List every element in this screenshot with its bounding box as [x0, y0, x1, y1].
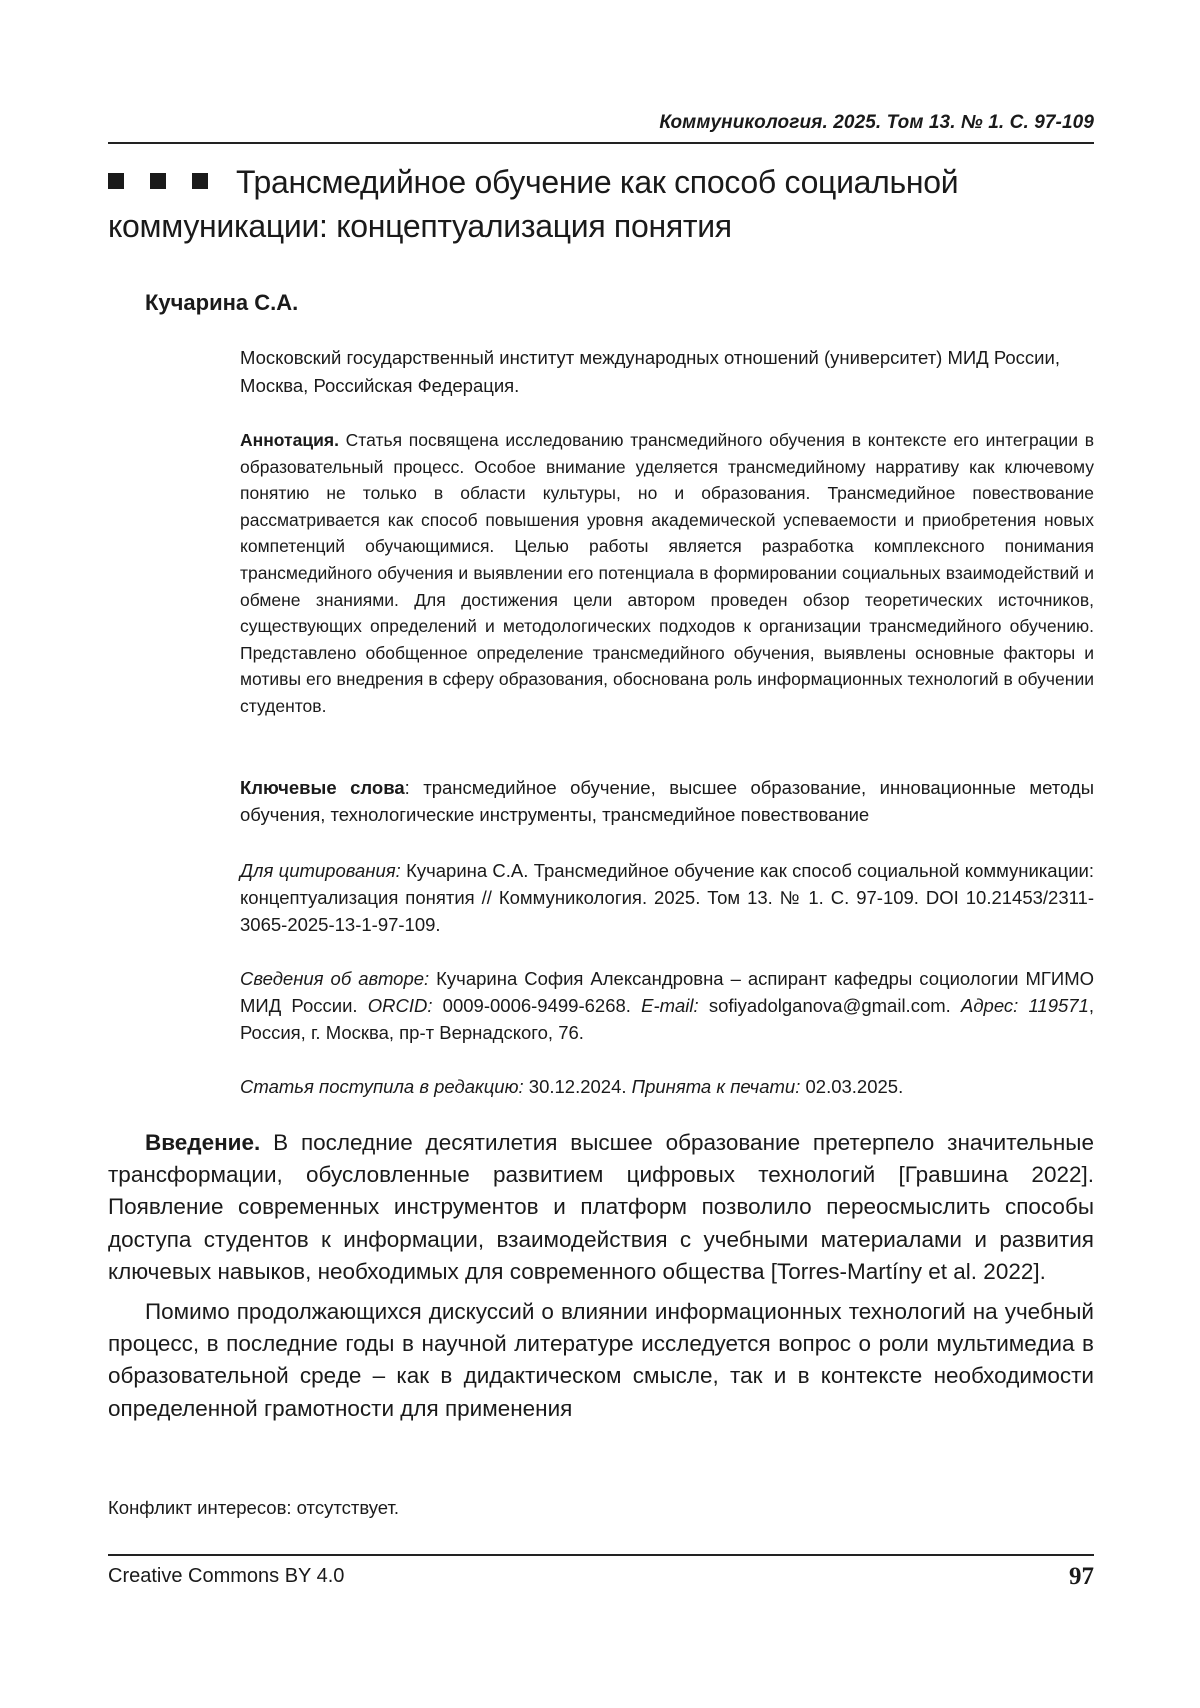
- intro-label: Введение.: [145, 1130, 261, 1155]
- article-dates: [240, 1073, 1094, 1100]
- footer-divider: [108, 1554, 1094, 1556]
- page-number: 97: [1069, 1563, 1094, 1590]
- license: Creative Commons BY 4.0: [108, 1565, 345, 1587]
- author-info: [240, 965, 1094, 1046]
- received-label: Статья поступила в редакцию:: [240, 1076, 524, 1097]
- email-label: E-mail:: [641, 995, 699, 1016]
- header-divider: [108, 142, 1094, 144]
- body-paragraph: [108, 1127, 1094, 1288]
- abstract-label: Аннотация.: [240, 430, 339, 450]
- keywords-label: Ключевые слова: [240, 777, 405, 798]
- abstract: [240, 427, 1094, 720]
- received-date: 30.12.2024.: [523, 1076, 632, 1097]
- square-bullet-icon: [108, 173, 124, 189]
- abstract-text: Статья посвящена исследованию трансмедийного обучения в контексте его интеграции в образовательный процесс. Особое внимание уделяется трансмедийному нарративу как ключевому понятию не только в области культуры, но и образования. Трансмедийное повествование рассматривается как способ повышения уровня академической успеваемости и приобретения новых компетенций обучающимися. Целью работы является разработка комплексного понимания трансмедийного обучения и выявлении его потенциала в формировании социальных взаимодействий и обмене знаниями. Для достижения цели автором проведен обзор теоретических источников, существующих определений и методологических подходов к организации трансмедийного обучению. Представлено обобщенное определение трансмедийного обучения, выявлены основные факторы и мотивы его внедрения в сферу образования, обоснована роль информационных технологий в обучении студентов.: [240, 430, 1094, 716]
- address-label: Адрес: 119571: [960, 995, 1089, 1016]
- orcid-label: ORCID:: [367, 995, 433, 1016]
- keywords-text: : трансмедийное обучение, высшее образование, инновационные методы обучения, технологические инструменты, трансмедийное повествование: [240, 777, 1094, 825]
- keywords: [240, 774, 1094, 828]
- author-info-text: Кучарина София Александровна – аспирант кафедры социологии МГИМО МИД России.: [240, 968, 1095, 1016]
- accepted-date: 02.03.2025.: [800, 1076, 904, 1097]
- square-bullet-icon: [192, 173, 208, 189]
- citation-label: Для цитирования:: [240, 860, 401, 881]
- author-name: Кучарина С.А.: [145, 290, 299, 315]
- address-value: , Россия, г. Москва, пр-т Вернадского, 76.: [240, 995, 1094, 1043]
- citation-text: Кучарина С.А. Трансмедийное обучение как способ социальной коммуникации: концептуализация понятия // Коммуникология. 2025. Том 13. № 1. С. 97-109. DOI 10.21453/2311-3065-2025-13-1-97-109.: [240, 860, 1094, 935]
- article-title-text: Трансмедийное обучение как способ социальной коммуникации: концептуализация понятия: [108, 164, 959, 244]
- article-body: [108, 1127, 1094, 1425]
- affiliation: Московский государственный институт международных отношений (университет) МИД России, Москва, Российская Федерация.: [240, 347, 1060, 396]
- conflict-of-interest: Конфликт интересов: отсутствует.: [108, 1497, 400, 1518]
- square-bullet-icon: [150, 173, 166, 189]
- body-paragraph: Помимо продолжающихся дискуссий о влиянии информационных технологий на учебный процесс, в последние годы в научной литературе исследуется вопрос о роли мультимедиа в образовательной среде – как в дидактическом смысле, так и в контексте необходимости определенной грамотности для применения: [108, 1299, 1094, 1421]
- citation: [240, 857, 1094, 938]
- orcid-value: 0009-0006-9499-6268.: [432, 995, 642, 1016]
- accepted-label: Принята к печати:: [631, 1076, 801, 1097]
- email-value[interactable]: sofiyadolganova@gmail.com.: [698, 995, 961, 1016]
- article-title: [108, 160, 1094, 248]
- paragraph-text: В последние десятилетия высшее образование претерпело значительные трансформации, обусловленные развитием цифровых технологий [Гравшина 2022]. Появление современных инструментов и платформ позволило переосмыслить способы доступа студентов к информации, взаимодействия с учебными материалами и развития ключевых навыков, необходимых для современного общества [Torres-Martíny et al. 2022].: [108, 1130, 1094, 1284]
- author-info-label: Сведения об авторе:: [240, 968, 430, 989]
- running-head: Коммуникология. 2025. Том 13. № 1. С. 97-109: [659, 112, 1094, 133]
